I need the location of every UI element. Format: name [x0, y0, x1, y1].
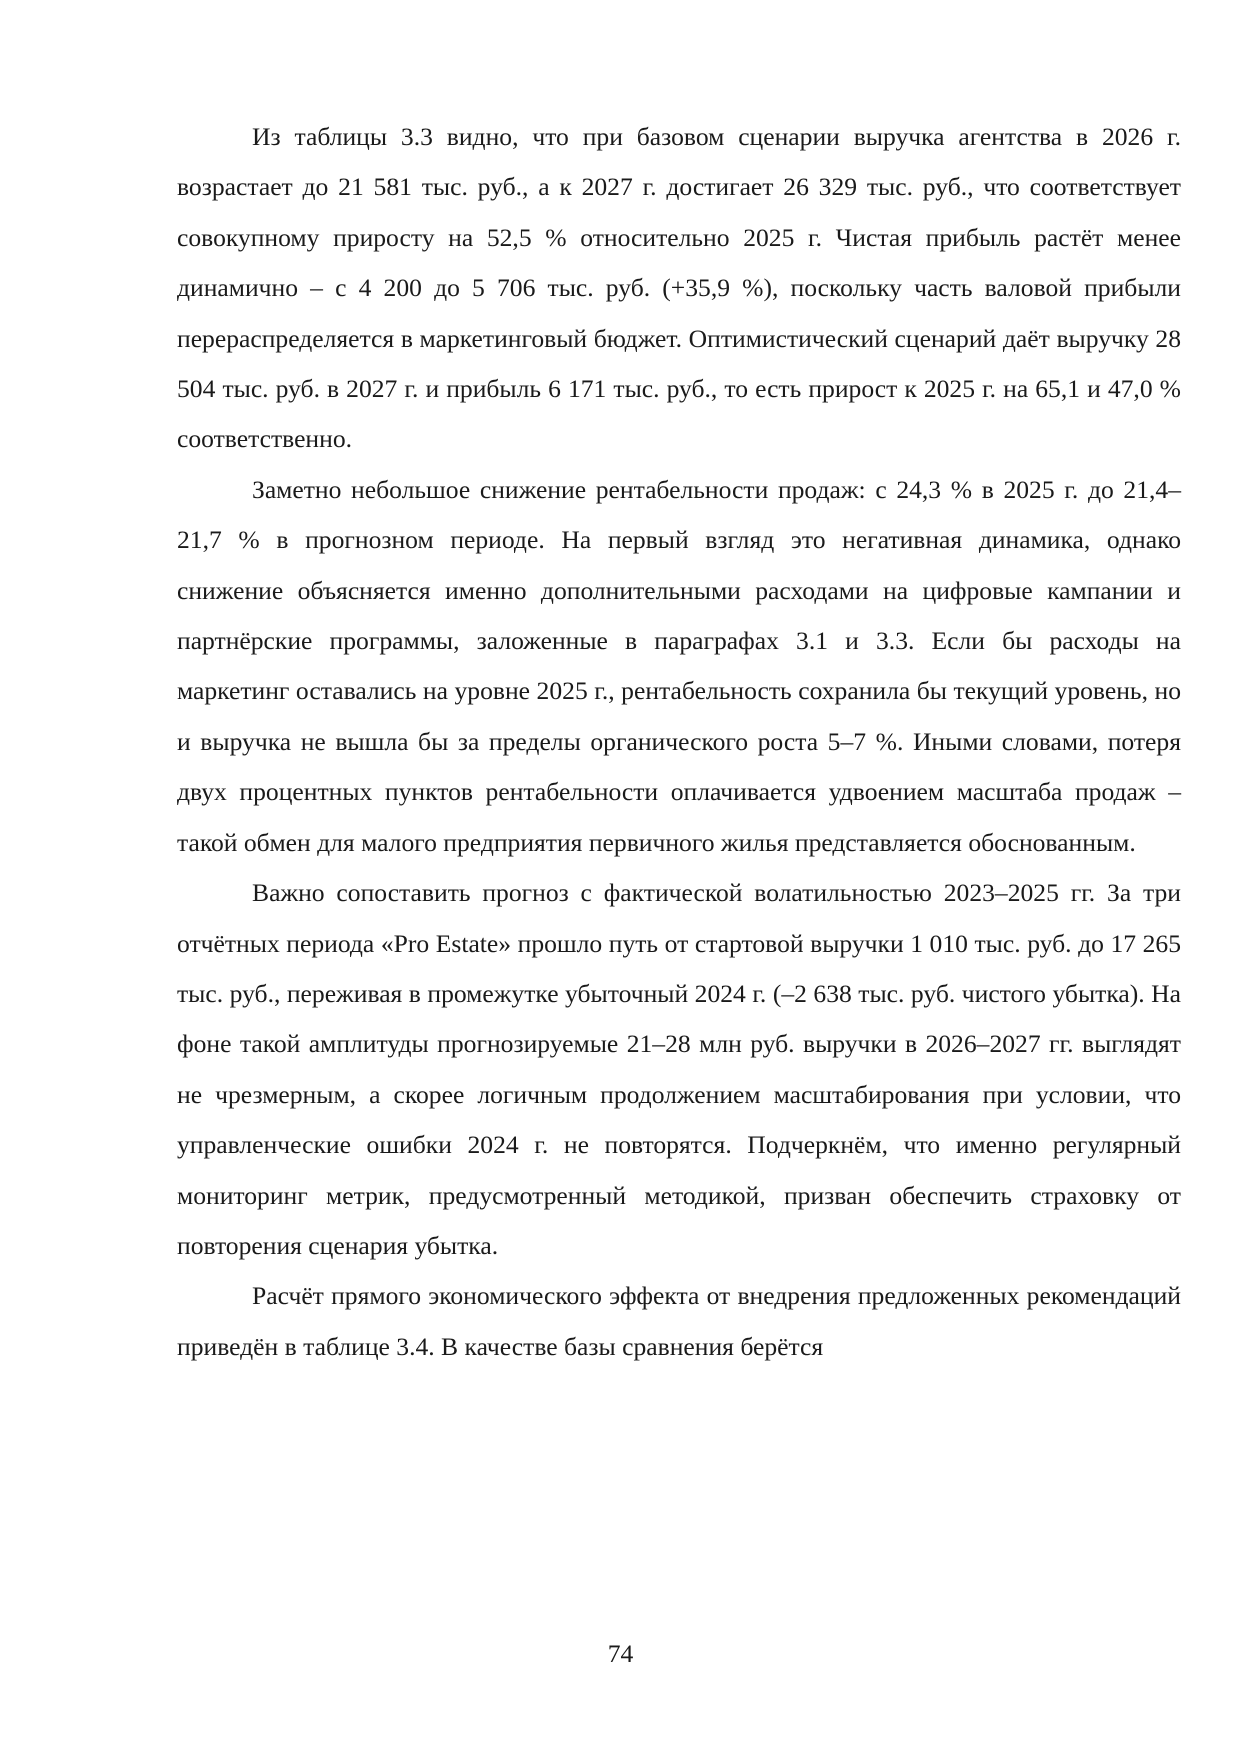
paragraph-4: Расчёт прямого экономического эффекта от внедрения предложенных рекомендаций приведён в таблице 3.4. В качестве базы сравнения берётся: [177, 1281, 1181, 1361]
paragraph-1: Из таблицы 3.3 видно, что при базовом сценарии выручка агентства в 2026 г. возрастает до 21 581 тыс. руб., а к 2027 г. достигает 26 329 тыс. руб., что соответствует совокупному приросту на 52,5 % относительно 2025 г. Чистая прибыль растёт менее динамично – с 4 200 до 5 706 тыс. руб. (+35,9 %), поскольку часть валовой прибыли перераспределяется в маркетинговый бюджет. Оптимистический сценарий даёт выручку 28 504 тыс. руб. в 2027 г. и прибыль 6 171 тыс. руб., то есть прирост к 2025 г. на 65,1 и 47,0 % соответственно.: [177, 122, 1181, 454]
paragraph-3: Важно сопоставить прогноз с фактической волатильностью 2023–2025 гг. За три отчётных периода «Pro Estate» прошло путь от стартовой выручки 1 010 тыс. руб. до 17 265 тыс. руб., переживая в промежутке убыточный 2024 г. (–2 638 тыс. руб. чистого убытка). На фоне такой амплитуды прогнозируемые 21–28 млн руб. выручки в 2026–2027 гг. выглядят не чрезмерным, а скорее логичным продолжением масштабирования при условии, что управленческие ошибки 2024 г. не повторятся. Подчеркнём, что именно регулярный мониторинг метрик, предусмотренный методикой, призван обеспечить страховку от повторения сценария убытка.: [177, 878, 1181, 1260]
body-text: [177, 112, 1181, 1372]
page-number: 74: [607, 1639, 634, 1668]
paragraph-2: Заметно небольшое снижение рентабельности продаж: с 24,3 % в 2025 г. до 21,4–21,7 % в прогнозном периоде. На первый взгляд это негативная динамика, однако снижение объясняется именно дополнительными расходами на цифровые кампании и партнёрские программы, заложенные в параграфах 3.1 и 3.3. Если бы расходы на маркетинг оставались на уровне 2025 г., рентабельность сохранила бы текущий уровень, но и выручка не вышла бы за пределы органического роста 5–7 %. Иными словами, потеря двух процентных пунктов рентабельности оплачивается удвоением масштаба продаж – такой обмен для малого предприятия первичного жилья представляется обоснованным.: [177, 474, 1181, 857]
